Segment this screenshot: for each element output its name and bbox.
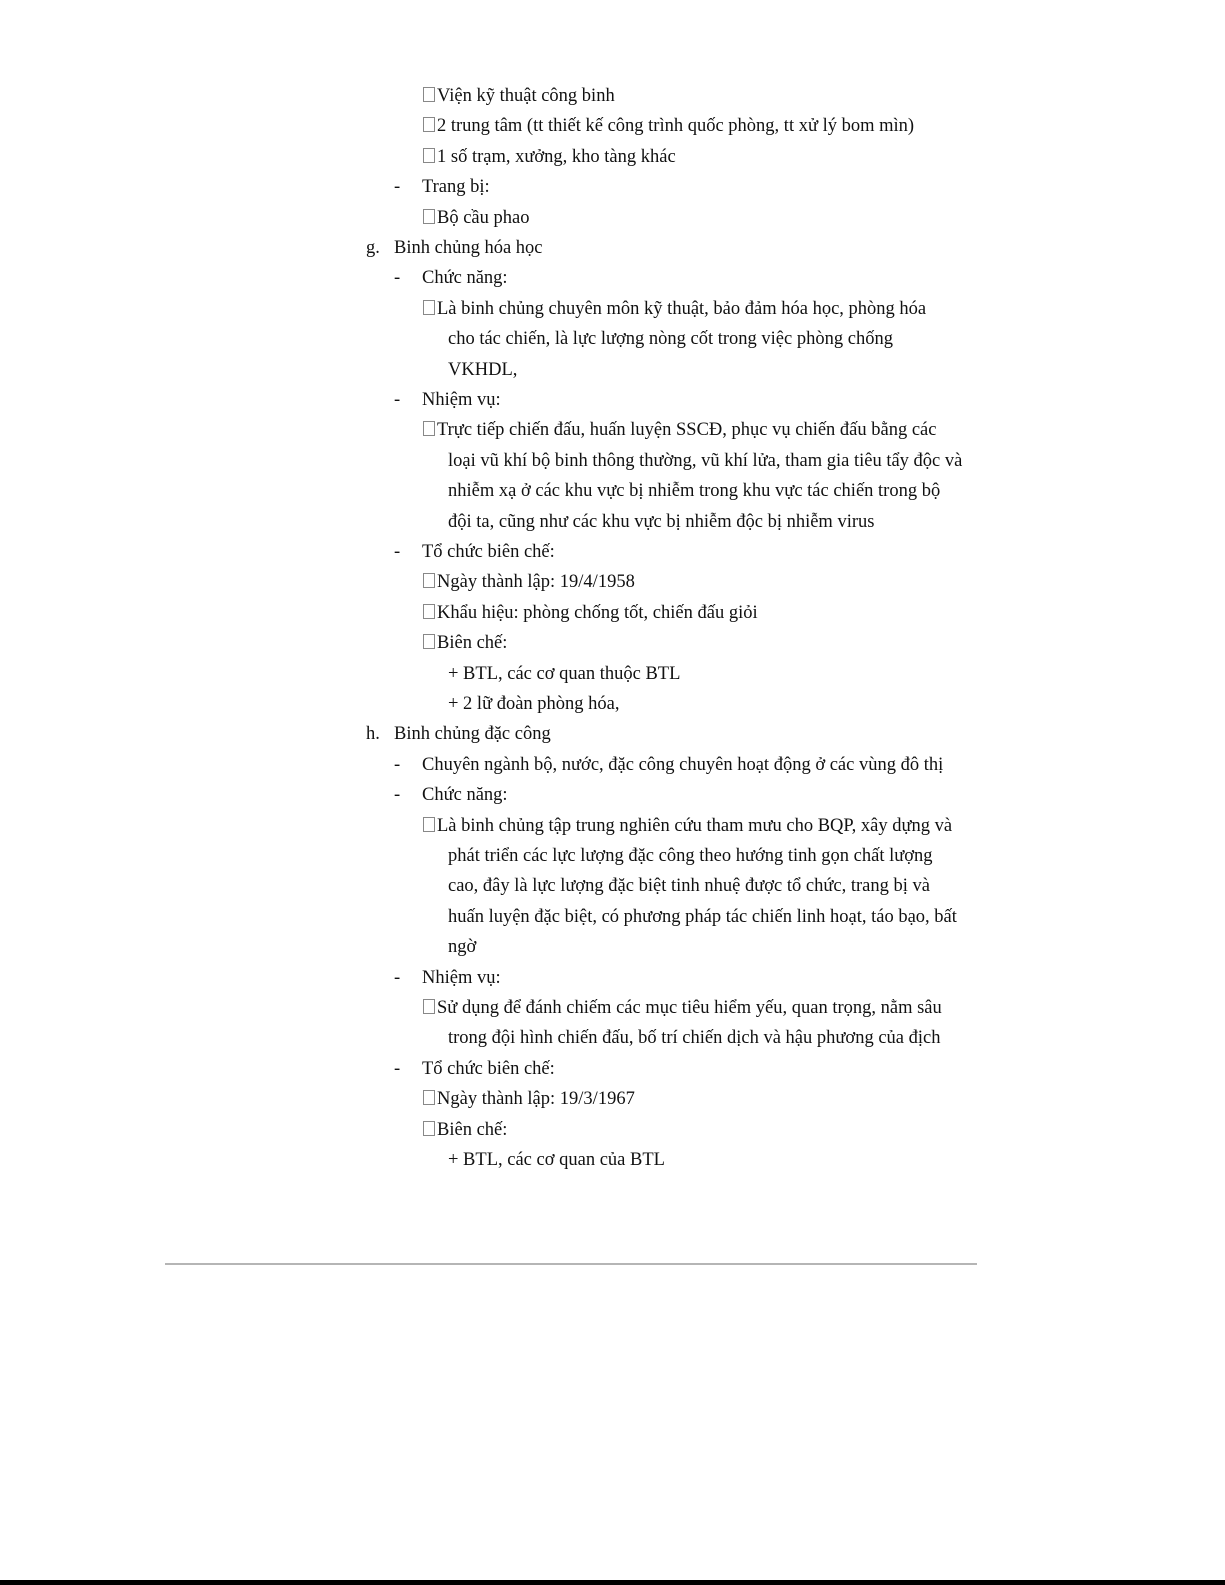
document-line xyxy=(394,540,555,564)
document-line xyxy=(394,783,508,807)
line-text: 2 trung tâm (tt thiết kế công trình quốc phòng, tt xử lý bom mìn) xyxy=(437,116,915,137)
document-line xyxy=(448,905,957,929)
checkbox-bullet-icon xyxy=(423,117,435,132)
dash-bullet: - xyxy=(394,785,401,806)
document-line xyxy=(448,449,962,473)
line-text: Chức năng: xyxy=(422,785,508,806)
document-line xyxy=(448,479,940,503)
line-text: nhiễm xạ ở các khu vực bị nhiễm trong khu vực tác chiến trong bộ xyxy=(448,481,941,502)
document-line xyxy=(423,145,676,169)
line-text: Binh chủng đặc công xyxy=(394,724,551,745)
line-text: Chức năng: xyxy=(422,268,508,289)
line-text: Chuyên ngành bộ, nước, đặc công chuyên hoạt động ở các vùng đô thị xyxy=(422,754,944,775)
document-line xyxy=(423,297,926,321)
document-line xyxy=(423,1087,635,1111)
document-line xyxy=(394,966,501,990)
checkbox-bullet-icon xyxy=(423,1090,435,1105)
line-text: Bộ cầu phao xyxy=(437,207,530,228)
section-heading xyxy=(366,236,543,260)
line-text: 1 số trạm, xưởng, kho tàng khác xyxy=(437,146,676,167)
checkbox-bullet-icon xyxy=(423,421,435,436)
document-line xyxy=(448,874,930,898)
line-text: cao, đây là lực lượng đặc biệt tinh nhuệ được tổ chức, trang bị và xyxy=(448,876,930,897)
line-text: + BTL, các cơ quan của BTL xyxy=(448,1150,665,1170)
document-line xyxy=(394,753,943,777)
document-line xyxy=(448,935,476,959)
document-line xyxy=(423,601,758,625)
dash-bullet: - xyxy=(394,967,401,988)
line-text: Là binh chủng chuyên môn kỹ thuật, bảo đảm hóa học, phòng hóa xyxy=(437,298,927,319)
section-letter: h. xyxy=(366,724,380,745)
line-text: Ngày thành lập: 19/3/1967 xyxy=(437,1089,635,1110)
document-line xyxy=(423,418,936,442)
line-text: Biên chế: xyxy=(437,1119,508,1140)
document-line xyxy=(394,266,508,290)
document-line xyxy=(423,84,615,108)
line-text: Tổ chức biên chế: xyxy=(422,1058,555,1079)
line-text: Biên chế: xyxy=(437,633,508,654)
checkbox-bullet-icon xyxy=(423,300,435,315)
document-line xyxy=(448,327,893,351)
line-text: Là binh chủng tập trung nghiên cứu tham mưu cho BQP, xây dựng và xyxy=(437,815,953,836)
document-line xyxy=(394,388,501,412)
line-text: Binh chủng hóa học xyxy=(394,238,543,258)
line-text: cho tác chiến, là lực lượng nòng cốt trong việc phòng chống xyxy=(448,329,893,350)
line-text: + BTL, các cơ quan thuộc BTL xyxy=(448,663,681,684)
document-line xyxy=(423,631,507,655)
line-text: Nhiệm vụ: xyxy=(422,390,501,410)
section-letter: g. xyxy=(366,238,380,258)
checkbox-bullet-icon xyxy=(423,209,435,224)
checkbox-bullet-icon xyxy=(423,604,435,619)
document-line xyxy=(423,1118,507,1142)
page-bottom-edge xyxy=(0,1580,1225,1585)
line-text: loại vũ khí bộ binh thông thường, vũ khí lửa, tham gia tiêu tẩy độc và xyxy=(448,450,963,471)
document-line xyxy=(423,570,635,594)
checkbox-bullet-icon xyxy=(423,817,435,832)
line-text: Trực tiếp chiến đấu, huấn luyện SSCĐ, phục vụ chiến đấu bằng các xyxy=(437,420,937,441)
document-line xyxy=(423,206,529,230)
document-line xyxy=(448,1148,665,1172)
checkbox-bullet-icon xyxy=(423,573,435,588)
section-heading xyxy=(366,722,551,746)
dash-bullet: - xyxy=(394,268,401,289)
page-divider xyxy=(165,1263,977,1265)
document-line xyxy=(448,358,517,382)
dash-bullet: - xyxy=(394,1058,401,1079)
line-text: huấn luyện đặc biệt, có phương pháp tác chiến linh hoạt, táo bạo, bất xyxy=(448,906,957,927)
line-text: Viện kỹ thuật công binh xyxy=(437,86,615,106)
dash-bullet: - xyxy=(394,542,401,562)
document-line xyxy=(448,662,680,686)
checkbox-bullet-icon xyxy=(423,87,435,102)
line-text: ngờ xyxy=(448,937,477,958)
document-line xyxy=(448,692,620,716)
line-text: phát triển các lực lượng đặc công theo hướng tinh gọn chất lượng xyxy=(448,846,933,866)
line-text: Khẩu hiệu: phòng chống tốt, chiến đấu giỏi xyxy=(437,602,758,623)
line-text: Nhiệm vụ: xyxy=(422,967,501,988)
line-text: Sử dụng để đánh chiếm các mục tiêu hiểm yếu, quan trọng, nằm sâu xyxy=(437,998,942,1018)
dash-bullet: - xyxy=(394,390,401,410)
document-line xyxy=(448,844,933,868)
checkbox-bullet-icon xyxy=(423,148,435,163)
dash-bullet: - xyxy=(394,177,401,198)
document-line xyxy=(448,510,874,534)
line-text: + 2 lữ đoàn phòng hóa, xyxy=(448,694,620,714)
document-line xyxy=(423,114,914,138)
checkbox-bullet-icon xyxy=(423,634,435,649)
line-text: VKHDL, xyxy=(448,359,518,380)
document-line xyxy=(423,996,942,1020)
document-line xyxy=(448,1026,940,1050)
checkbox-bullet-icon xyxy=(423,999,435,1014)
line-text: Ngày thành lập: 19/4/1958 xyxy=(437,572,635,593)
line-text: đội ta, cũng như các khu vực bị nhiễm độc bị nhiễm virus xyxy=(448,511,875,532)
line-text: Tổ chức biên chế: xyxy=(422,542,555,562)
line-text: Trang bị: xyxy=(422,177,490,198)
checkbox-bullet-icon xyxy=(423,1121,435,1136)
document-line xyxy=(394,175,490,199)
dash-bullet: - xyxy=(394,754,401,775)
document-line xyxy=(394,1057,555,1081)
line-text: trong đội hình chiến đấu, bố trí chiến dịch và hậu phương của địch xyxy=(448,1028,941,1049)
document-line xyxy=(423,814,952,838)
